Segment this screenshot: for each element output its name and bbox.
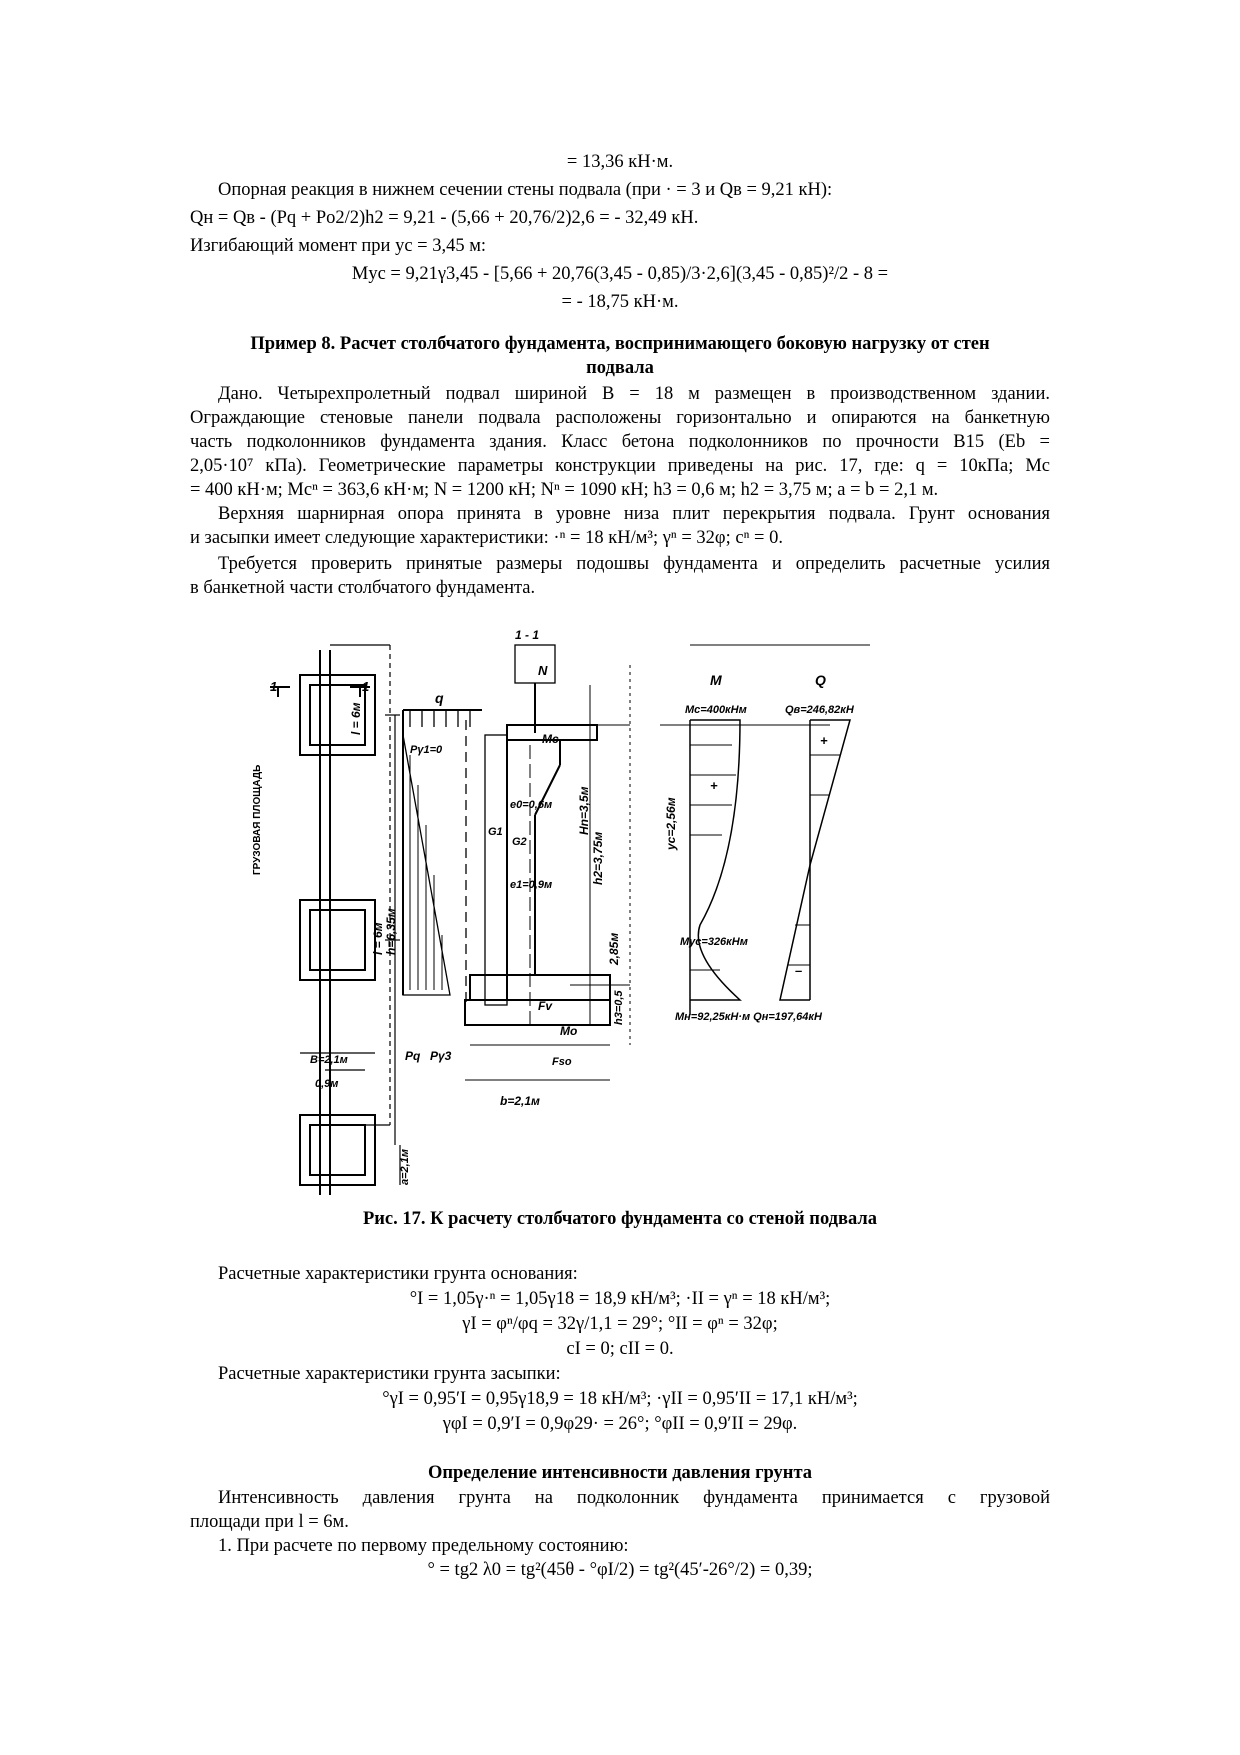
paragraph-line: Ограждающие стеновые панели подвала расположены горизонтально и опираются на банкетную <box>190 408 1050 428</box>
moment-value: Myc=326кНм <box>680 936 748 948</box>
section-title: подвала <box>586 358 654 378</box>
diagram-q-title: Q <box>815 672 826 688</box>
force-n-label: N <box>538 663 548 678</box>
weight-label: G2 <box>512 836 527 848</box>
force-fv-label: Fv <box>538 999 553 1013</box>
weight-label: G1 <box>488 826 503 838</box>
eccentricity-label: e0=0,6м <box>510 799 553 811</box>
paragraph-line: = 400 кН·м; Mcⁿ = 363,6 кН·м; N = 1200 кН; Nⁿ = 1090 кН; h3 = 0,6 м; h2 = 3,75 м; a = b = 2,1 м. <box>190 480 939 500</box>
paragraph-line: Требуется проверить принятые размеры подошвы фундамента и определить расчетные усилия <box>218 554 1050 574</box>
formula-line: γI = φⁿ/φq = 32γ/1,1 = 29°; °II = φⁿ = 32φ; <box>462 1314 778 1334</box>
plan-view <box>270 645 400 1195</box>
section-title: Пример 8. Расчет столбчатого фундамента, воспринимающего боковую нагрузку от стен <box>250 334 990 354</box>
pressure-label: Pγ3 <box>430 1049 452 1063</box>
moment-value: Mc=400кНм <box>685 704 747 716</box>
formula-line: Myc = 9,21γ3,45 - [5,66 + 20,76(3,45 - 0,85)/3·2,6](3,45 - 0,85)²/2 - 8 = <box>351 264 889 284</box>
paragraph-line: площади при l = 6м. <box>190 1512 349 1532</box>
section-label: 1 - 1 <box>515 628 540 642</box>
pressure-label: Pq <box>405 1049 421 1063</box>
moment-mo-label: Mo <box>560 1024 578 1038</box>
formula-line: cI = 0; cII = 0. <box>566 1339 674 1359</box>
paragraph-line: в банкетной части столбчатого фундамента. <box>190 578 536 598</box>
text-line: Опорная реакция в нижнем сечении стены подвала (при · = 3 и Qв = 9,21 кН): <box>218 180 833 200</box>
paragraph-line: Дано. Четырехпролетный подвал шириной B = 18 м размещен в производственном здании. <box>218 384 1050 404</box>
force-fso-label: Fso <box>552 1056 572 1068</box>
formula-line: = - 18,75 кН·м. <box>561 292 679 312</box>
height-dimension: 2,85м <box>607 932 621 965</box>
paragraph-line: часть подколонников фундамента здания. Класс бетона подколонников по прочности В15 (Eb = <box>190 432 1050 452</box>
shear-value: Qв=246,82кН <box>785 704 854 716</box>
span-label: l = 6м <box>371 922 385 955</box>
width-dimension: b=2,1м <box>500 1094 540 1108</box>
paragraph-line: 1. При расчете по первому предельному состоянию: <box>218 1536 629 1556</box>
shear-diagram <box>780 720 850 1000</box>
eccentricity-label: e1=0,9м <box>510 879 553 891</box>
paragraph-line: Верхняя шарнирная опора принята в уровне низа плит перекрытия подвала. Грунт основания <box>218 504 1050 524</box>
plan-dimension: a=2,1м <box>399 1149 411 1185</box>
sign-minus: – <box>795 963 803 978</box>
pressure-label: Pγ1=0 <box>410 744 443 756</box>
section-title: Определение интенсивности давления грунта <box>427 1463 813 1483</box>
diagram-m-title: M <box>710 672 722 688</box>
moment-value: Mн=92,25кН·м Qн=197,64кН <box>675 1011 822 1023</box>
load-q-label: q <box>435 690 444 706</box>
height-dimension: yc=2,56м <box>664 797 678 850</box>
sign-plus: + <box>820 733 828 748</box>
paragraph-line: и засыпки имеет следующие характеристики: ·ⁿ = 18 кН/м³; γⁿ = 32φ; cⁿ = 0. <box>190 528 783 548</box>
text-line: Расчетные характеристики грунта основания: <box>218 1264 578 1284</box>
figure-17 <box>252 625 960 1200</box>
formula-line: = 13,36 кН·м. <box>566 152 674 172</box>
span-label: l = 6м <box>349 702 363 735</box>
section-mark: 1 <box>362 679 370 694</box>
load-area-label: ГРУЗОВАЯ ПЛОЩАДЬ <box>252 764 263 875</box>
figure-caption: Рис. 17. К расчету столбчатого фундамента со стеной подвала <box>362 1209 878 1229</box>
moment-diagram <box>690 720 740 1015</box>
formula-line: °γI = 0,95′I = 0,95γ18,9 = 18 кН/м³; ·γII = 0,95′II = 17,1 кН/м³; <box>382 1389 858 1409</box>
height-dimension: h3=0,5 <box>613 990 625 1025</box>
text-line: Расчетные характеристики грунта засыпки: <box>218 1364 561 1384</box>
paragraph-line: Интенсивность давления грунта на подколонник фундамента принимается с грузовой <box>218 1488 1050 1508</box>
moment-mc-label: Mc <box>542 732 559 746</box>
plan-dimension: В=2,1м <box>310 1054 348 1066</box>
formula-line: Qн = Qв - (Pq + Pо2/2)h2 = 9,21 - (5,66 + 20,76/2)2,6 = - 32,49 кН. <box>190 208 699 228</box>
sign-plus: + <box>710 778 718 793</box>
paragraph-line: 2,05·10⁷ кПа). Геометрические параметры конструкции приведены на рис. 17, где: q = 10кПа; Mc <box>190 456 1050 476</box>
formula-line: ° = tg2 λ0 = tg²(45θ - °φI/2) = tg²(45′-26°/2) = 0,39; <box>427 1560 813 1580</box>
plan-dimension: 0,9м <box>315 1078 339 1090</box>
formula-line: γφI = 0,9′I = 0,9φ29· = 26°; °φII = 0,9′II = 29φ. <box>442 1414 798 1434</box>
text-line: Изгибающий момент при yc = 3,45 м: <box>190 236 487 256</box>
section-mark: 1 <box>270 679 278 694</box>
formula-line: °I = 1,05γ·ⁿ = 1,05γ18 = 18,9 кН/м³; ·II = γⁿ = 18 кН/м³; <box>409 1289 831 1309</box>
height-dimension: h=6,35м <box>384 908 398 955</box>
height-dimension: Hn=3,5м <box>577 786 591 835</box>
height-dimension: h2=3,75м <box>591 831 605 885</box>
